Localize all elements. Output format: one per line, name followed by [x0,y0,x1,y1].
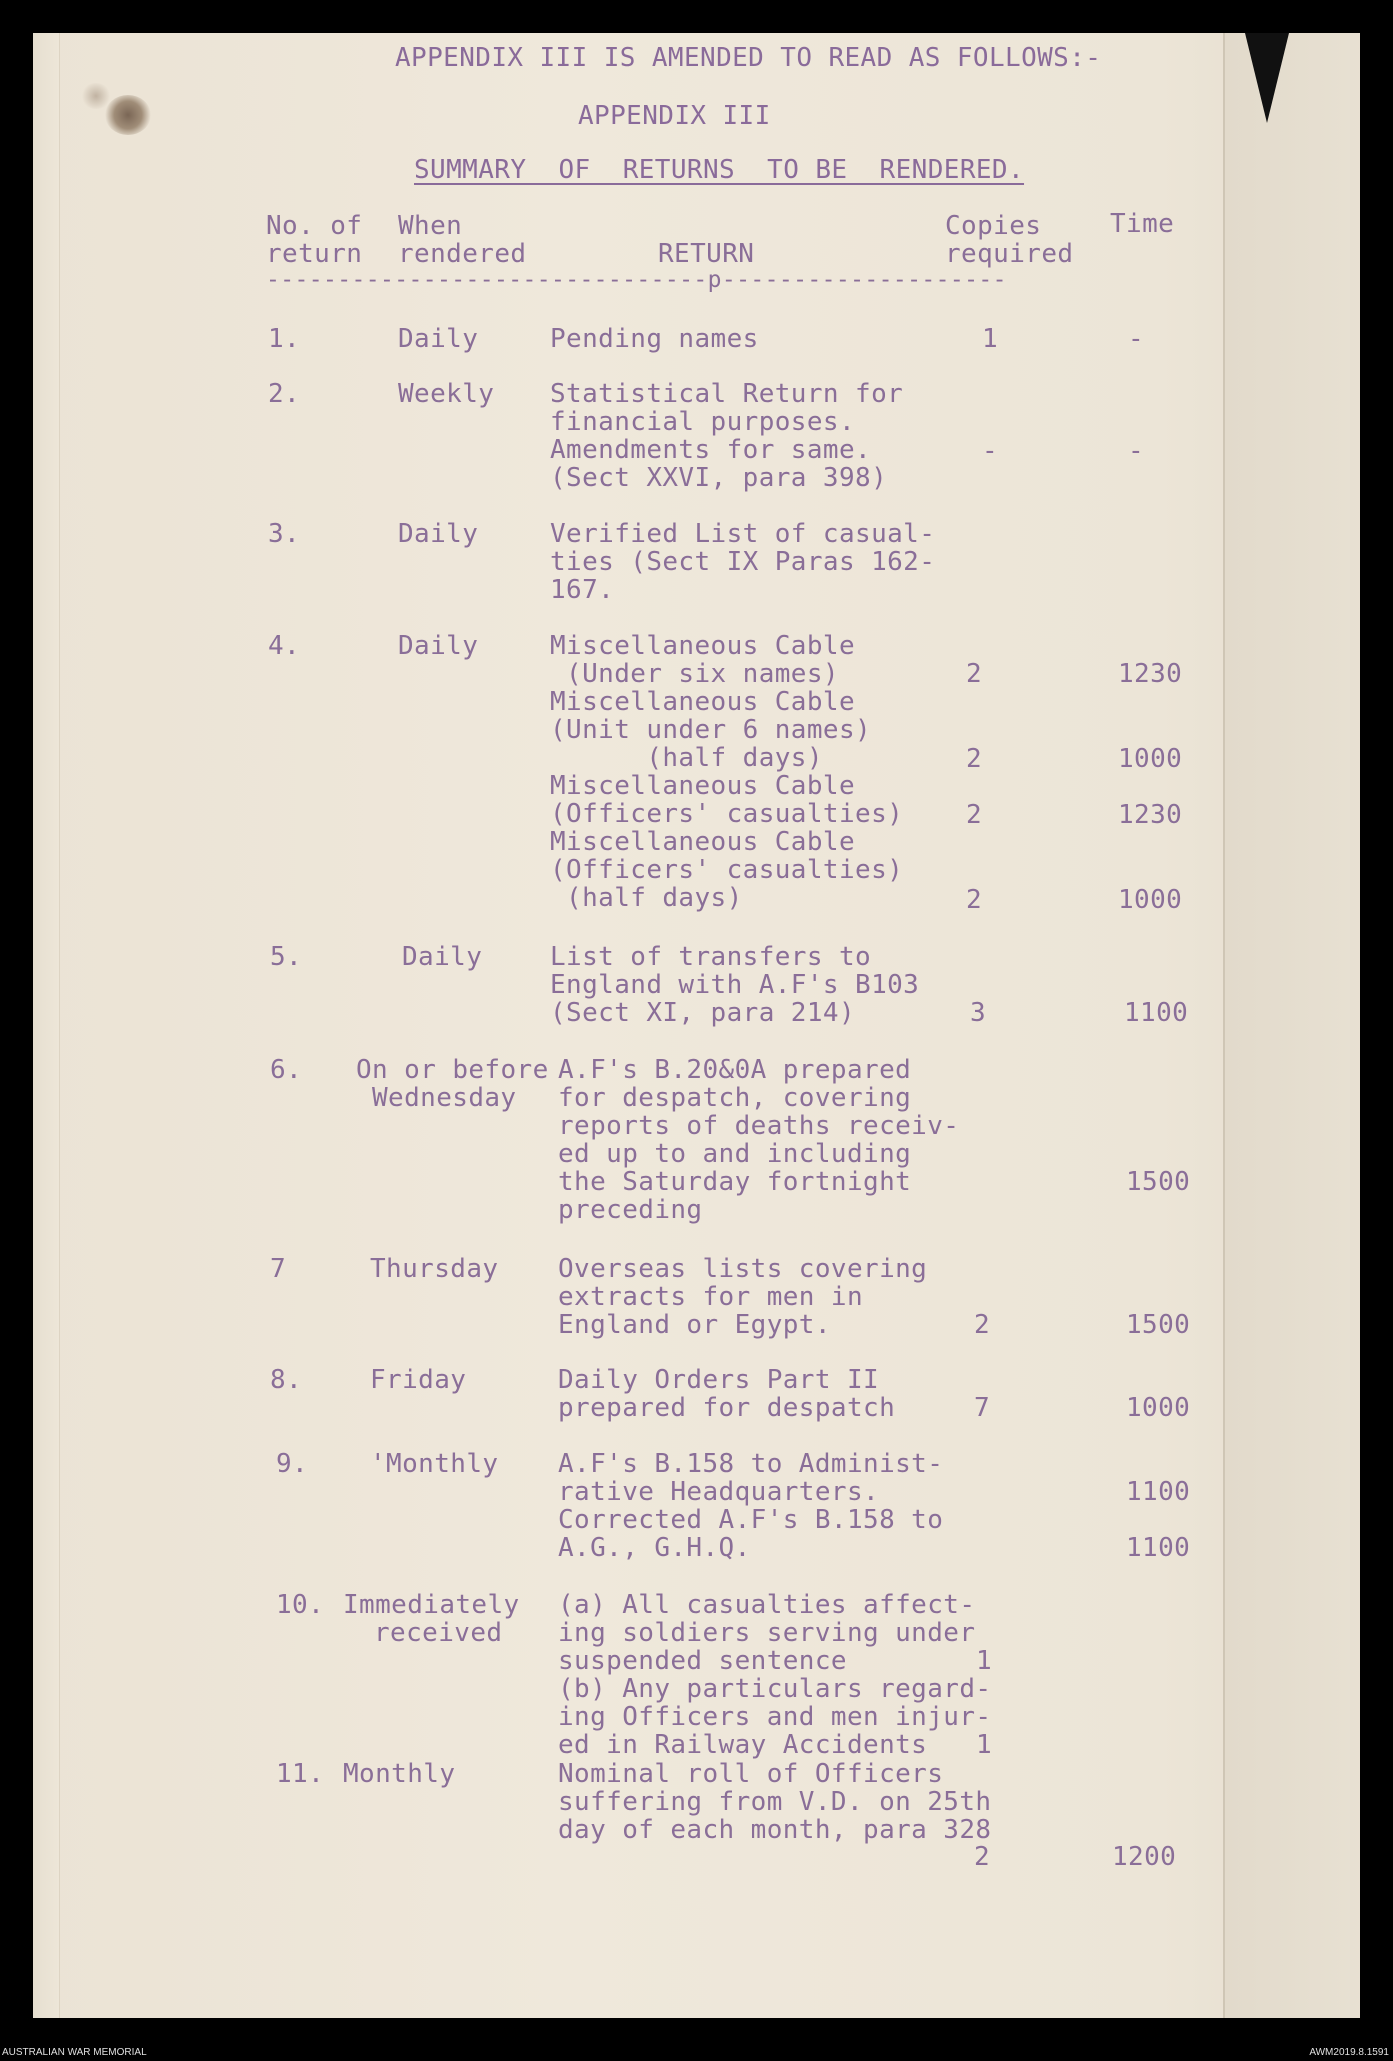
row-return-description: ed up to and including [558,1139,912,1169]
row-return-description: ing Officers and men injur- [558,1702,992,1732]
row-return-description: day of each month, para 328 [558,1815,992,1845]
row-return-description: ing soldiers serving under [558,1618,976,1648]
row-time: - [1128,324,1145,354]
footer-accession-number: AWM2019.8.1591 [1309,2047,1389,2058]
row-return-description: (Sect XI, para 214) [550,998,856,1028]
row-number: 5. [270,942,303,972]
row-number: 9. [276,1449,309,1479]
appendix-title: APPENDIX III [578,101,771,131]
row-return-description: Verified List of casual- [550,519,936,549]
row-return-description: (half days) [550,883,743,913]
underlying-page-edge [1223,33,1360,2018]
row-time: 1500 [1126,1167,1191,1197]
row-number: 10. [276,1590,325,1620]
row-return-description: the Saturday fortnight [558,1167,912,1197]
ink-stain-faint [81,83,111,109]
footer-institution: AUSTRALIAN WAR MEMORIAL [2,2047,147,2058]
row-when-rendered: Immediately [343,1590,520,1620]
row-when-rendered: 'Monthly [370,1449,499,1479]
col-header-copies-line1: Copies [945,211,1042,241]
row-number: 11. [276,1759,325,1789]
row-time: 1230 [1118,800,1183,830]
row-copies-required: - [982,436,999,466]
row-time: 1230 [1118,659,1183,689]
row-return-description: (Officers' casualties) [550,855,904,885]
row-return-description: (Sect XXVI, para 398) [550,463,888,493]
row-return-description: Statistical Return for [550,379,904,409]
row-return-description: prepared for despatch [558,1393,896,1423]
row-return-description: reports of deaths receiv- [558,1111,960,1141]
row-return-description: Corrected A.F's B.158 to [558,1505,944,1535]
row-when-rendered: Wednesday [372,1083,517,1113]
col-header-no-line1: No. of [266,211,363,241]
row-return-description: rative Headquarters. [558,1477,880,1507]
row-number: 1. [268,324,301,354]
row-return-description: Daily Orders Part II [558,1365,880,1395]
ink-stain [105,95,151,135]
row-copies-required: 7 [974,1393,991,1423]
row-return-description: A.G., G.H.Q. [558,1533,751,1563]
col-header-when-line2: rendered [398,239,527,269]
col-header-when-line1: When [398,211,463,241]
summary-title: SUMMARY OF RETURNS TO BE RENDERED. [414,155,1025,185]
row-time: 1000 [1118,885,1183,915]
row-copies-required: 2 [966,800,983,830]
row-return-description: ties (Sect IX Paras 162- [550,547,936,577]
row-return-description: England or Egypt. [558,1310,831,1340]
row-time: 1000 [1126,1393,1191,1423]
row-number: 8. [270,1365,303,1395]
row-return-description: Pending names [550,324,759,354]
row-copies-required: 3 [970,998,987,1028]
col-header-return: RETURN [658,239,755,269]
row-return-description: extracts for men in [558,1282,864,1312]
header-rule: -------------------------------p-------------------- [266,267,1007,293]
row-return-description: financial purposes. [550,407,856,437]
row-copies-required: 2 [966,659,983,689]
row-return-description: preceding [558,1195,703,1225]
row-return-description: ed in Railway Accidents [558,1730,928,1760]
col-header-no-line2: return [266,239,363,269]
row-return-description: Miscellaneous Cable [550,827,856,857]
row-return-description: Amendments for same. [550,435,872,465]
row-copies-required: 2 [966,885,983,915]
row-return-description: Miscellaneous Cable [550,631,856,661]
page-fold-edge [33,33,60,2018]
row-when-rendered: Monthly [343,1759,456,1789]
row-number: 2. [268,379,301,409]
row-when-rendered: Weekly [398,379,495,409]
row-time: 1500 [1126,1310,1191,1340]
row-return-description: for despatch, covering [558,1083,912,1113]
col-header-time: Time [1110,209,1175,239]
row-return-description: A.F's B.20&0A prepared [558,1055,912,1085]
row-when-rendered: Thursday [370,1254,499,1284]
row-when-rendered: Daily [402,942,483,972]
row-return-description: (b) Any particulars regard- [558,1674,992,1704]
row-copies-required: 1 [982,324,999,354]
row-time: 1000 [1118,744,1183,774]
row-return-description: suffering from V.D. on 25th [558,1787,992,1817]
row-time: 1100 [1124,998,1189,1028]
row-when-rendered: received [374,1618,503,1648]
row-when-rendered: Daily [398,631,479,661]
row-return-description: 167. [550,575,615,605]
col-header-copies-line2: required [945,239,1074,269]
row-return-description: (half days) [550,743,823,773]
row-return-description: England with A.F's B103 [550,970,920,1000]
row-return-description: Miscellaneous Cable [550,687,856,717]
row-when-rendered: On or before [356,1055,549,1085]
row-return-description: Nominal roll of Officers [558,1759,944,1789]
row-return-description: A.F's B.158 to Administ- [558,1449,944,1479]
row-copies-required: 1 [976,1646,993,1676]
row-number: 7 [270,1254,287,1284]
row-return-description: (Unit under 6 names) [550,715,872,745]
row-copies-required: 2 [974,1842,991,1872]
row-return-description: List of transfers to [550,942,872,972]
row-return-description: suspended sentence [558,1646,847,1676]
row-copies-required: 2 [974,1310,991,1340]
row-return-description: (a) All casualties affect- [558,1590,976,1620]
page-tear [1245,33,1289,123]
row-copies-required: 1 [976,1730,993,1760]
row-return-description: Overseas lists covering [558,1254,928,1284]
row-number: 6. [270,1055,303,1085]
row-copies-required: 2 [966,744,983,774]
row-when-rendered: Daily [398,519,479,549]
row-return-description: (Under six names) [550,659,839,689]
row-number: 4. [268,631,301,661]
row-time: 1100 [1126,1533,1191,1563]
row-time: 1200 [1112,1842,1177,1872]
amendment-heading: APPENDIX III IS AMENDED TO READ AS FOLLOWS:- [395,43,1102,73]
row-return-description: Miscellaneous Cable [550,771,856,801]
row-when-rendered: Friday [370,1365,467,1395]
row-when-rendered: Daily [398,324,479,354]
row-time: 1100 [1126,1477,1191,1507]
row-time: - [1128,436,1145,466]
row-number: 3. [268,519,301,549]
row-return-description: (Officers' casualties) [550,799,904,829]
